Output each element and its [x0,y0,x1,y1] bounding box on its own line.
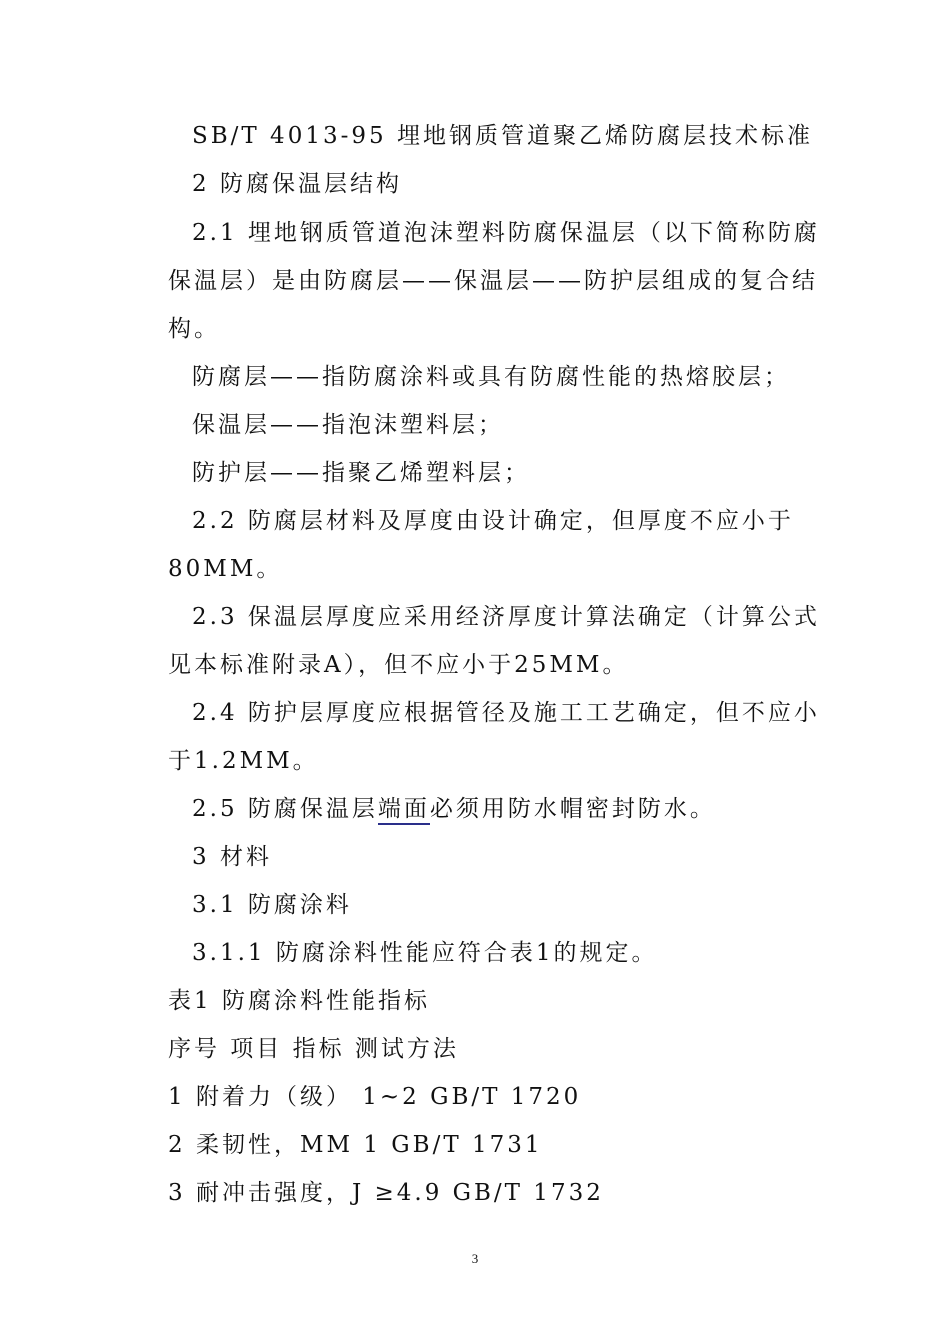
table-row: 3 耐冲击强度，J ≥4.9 GB/T 1732 [168,1180,604,1206]
page-number: 3 [471,1251,479,1266]
clause-2-5-text-end: 必须用防水帽密封防水。 [429,796,716,822]
clause-2-5 [192,794,716,824]
clause-2-3-line-1: 2.3 保温层厚度应采用经济厚度计算法确定（计算公式 [192,604,820,630]
document-title: SB/T 4013-95 埋地钢质管道聚乙烯防腐层技术标准 [192,123,813,149]
definition-insulation-layer: 保温层——指泡沫塑料层； [192,412,504,438]
clause-2-2-line-2: 80MM。 [168,556,283,582]
table-row: 2 柔韧性，MM 1 GB/T 1731 [168,1132,543,1158]
clause-2-4-line-2: 于1.2MM。 [168,748,319,774]
clause-2-5-text-start: 2.5 防腐保温层 [192,796,378,822]
table-caption: 表1 防腐涂料性能指标 [168,988,430,1014]
table-row: 1 附着力（级） 1~2 GB/T 1720 [168,1084,582,1110]
subsection-heading-3-1: 3.1 防腐涂料 [192,892,352,918]
table-header-row: 序号 项目 指标 测试方法 [168,1036,459,1062]
clause-2-2-line-1: 2.2 防腐层材料及厚度由设计确定，但厚度不应小于 [192,508,794,534]
clause-2-4-line-1: 2.4 防护层厚度应根据管径及施工工艺确定，但不应小 [192,700,820,726]
clause-2-1-line-2: 保温层）是由防腐层——保温层——防护层组成的复合结 [168,268,818,294]
definition-protective-layer: 防护层——指聚乙烯塑料层； [192,460,530,486]
definition-anticorrosion-layer: 防腐层——指防腐涂料或具有防腐性能的热熔胶层； [192,364,790,390]
clause-2-3-line-2: 见本标准附录A），但不应小于25MM。 [168,652,629,678]
underlined-term: 端面 [378,796,430,825]
section-heading-2: 2 防腐保温层结构 [192,171,402,197]
section-heading-3: 3 材料 [192,844,272,870]
clause-3-1-1: 3.1.1 防腐涂料性能应符合表1的规定。 [192,940,658,966]
clause-2-1-line-1: 2.1 埋地钢质管道泡沫塑料防腐保温层（以下简称防腐 [192,220,820,246]
clause-2-1-line-3: 构。 [168,316,220,342]
